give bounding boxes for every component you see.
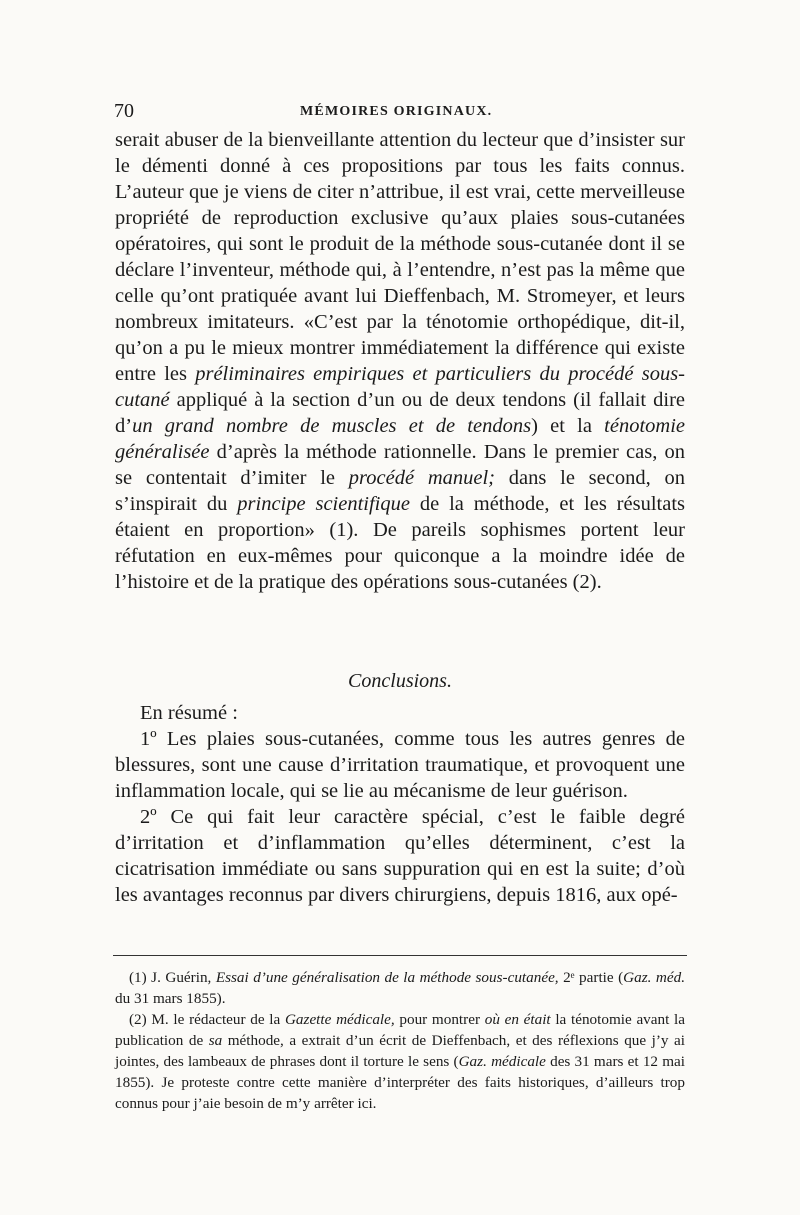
- conclusions-block: [115, 700, 685, 908]
- italic-run: Gaz. méd.: [623, 969, 686, 986]
- body-paragraph: [115, 127, 685, 595]
- text-run: de la méthode, et les résultats étaient en proportion» (1). De pareils sophismes portent leur réfutation en eux-mêmes pour quiconque a la moindre idée de l’histoire et de la pratique des opérations sous-cutanées (2).: [115, 493, 685, 593]
- text-run: dans le second, on s’inspirait du: [115, 467, 685, 515]
- conclusions-lead: En résumé :: [140, 702, 238, 724]
- footnote-rule: [113, 955, 687, 956]
- text-run: des 31 mars et 12 mai 1855). Je proteste contre cette manière d’interpréter des faits historiques, d’ailleurs trop connus pour j’aie besoin de m’y arrêter ici.: [115, 1053, 685, 1112]
- page-number: 70: [114, 100, 134, 122]
- text-run: (2) M. le rédacteur de la: [129, 1011, 285, 1028]
- italic-run: principe scientifique: [237, 493, 410, 515]
- italic-run: ténotomie généralisée: [115, 415, 685, 463]
- italic-run: un grand nombre de muscles et de tendons: [132, 415, 532, 437]
- footnotes: [115, 967, 685, 1114]
- conclusion-item-2: 2º Ce qui fait leur caractère spécial, c’est le faible degré d’irritation et d’inflammation qu’elles déterminent, c’est la cicatrisation immédiate ou sans suppuration qui en est la suite; d’où les avantages reconnus par divers chirurgiens, depuis 1816, aux opé-: [115, 806, 685, 906]
- italic-run: procédé manuel;: [348, 467, 496, 489]
- text-run: la ténotomie avant la publication de: [115, 1011, 685, 1049]
- text-run: ) et la: [531, 415, 605, 437]
- italic-run: où en était: [484, 1011, 551, 1028]
- text-run: d’après la méthode rationnelle. Dans le premier cas, on se contentait d’imiter le: [115, 441, 685, 489]
- italic-run: sa: [208, 1032, 223, 1049]
- text-run: (1) J. Guérin,: [129, 969, 216, 986]
- conclusion-item-1: 1º Les plaies sous-cutanées, comme tous les autres genres de blessures, sont une cause d’irritation traumatique, et provoquent une inflammation locale, qui se lie au mécanisme de leur guérison.: [115, 728, 685, 802]
- text-run: appliqué à la section d’un ou de deux tendons (il fallait dire d’: [115, 389, 685, 437]
- italic-run: préliminaires empiriques et particuliers du procédé sous-cutané: [115, 363, 685, 411]
- footnote-2: [115, 1009, 685, 1114]
- running-head: MÉMOIRES ORIGINAUX.: [300, 104, 493, 119]
- text-run: pour montrer: [394, 1011, 485, 1028]
- italic-run: Essai d’une généralisation de la méthode sous-cutanée,: [215, 969, 559, 986]
- text-run: méthode, a extrait d’un écrit de Dieffenbach, et des réflexions que j’y ai jointes, des lambeaux de phrases dont il torture le sens (: [115, 1032, 685, 1070]
- text-run: serait abuser de la bienveillante attention du lecteur que d’insister sur le démenti donné à ces propositions par tous les faits connus. L’auteur que je viens de citer n’attribue, il est vrai, cette merveilleuse propriété de reproduction exclusive qu’aux plaies sous-cutanées opératoires, qui sont le produit de la méthode sous-cutanée dont il se déclare l’inventeur, méthode qui, à l’entendre, n’est pas la même que celle qu’ont pratiquée avant lui Dieffenbach, M. Stromeyer, et leurs nombreux imitateurs. «C’est par la ténotomie orthopédique, dit-il, qu’on a pu le mieux montrer immédiatement la différence qui existe entre les: [115, 129, 685, 385]
- italic-run: Gaz. médicale: [458, 1053, 546, 1070]
- text-run: du 31 mars 1855).: [115, 990, 226, 1007]
- text-run: 2ᵉ partie (: [558, 969, 624, 986]
- italic-run: Gazette médicale,: [284, 1011, 395, 1028]
- footnote-1: [115, 967, 685, 1009]
- section-heading: Conclusions.: [348, 670, 452, 692]
